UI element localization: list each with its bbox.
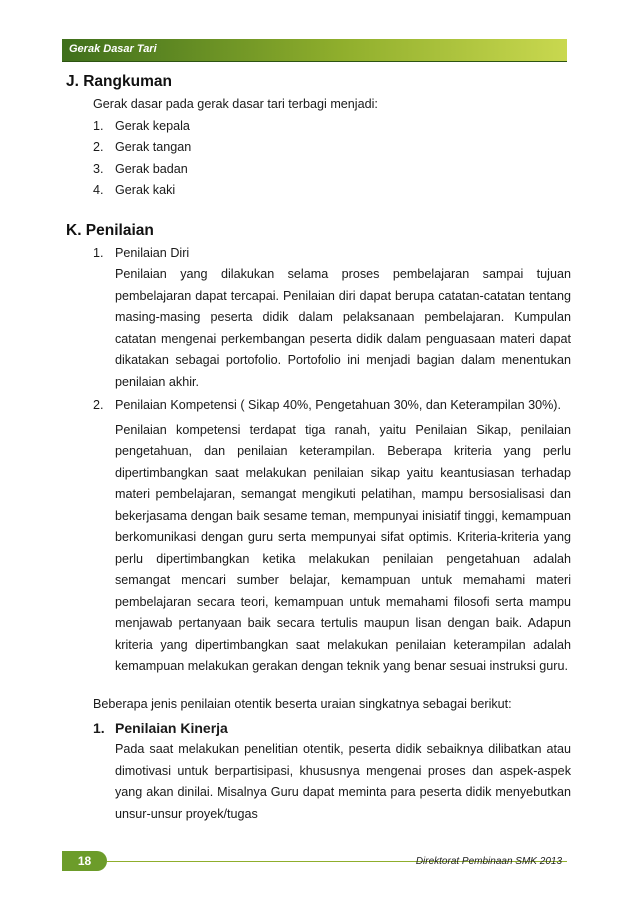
list-item: 1. Penilaian Diri	[93, 245, 190, 260]
penilaian-kompetensi-body: Penilaian kompetensi terdapat tiga ranah, yaitu Penilaian Sikap, penilaian pengetahuan, dan penilaian keterampilan. Beberapa kriteria yang perlu dipertimbangkan saat melakukan penilaian sikap yaitu keantusiasan terhadap materi pembelajaran, semangat mengikuti pelatihan, mampu bersosialisasi dan bekerjasama dengan baik sesame teman, mempunyai inisiatif tinggi, kemampuan berkomunikasi dengan guru serta mempunyai sifat optimis. Kriteria-kriteria yang perlu dipertimbangkan ketika melakukan penilaian pengetahuan adalah semangat mencari sumber belajar, kemampuan untuk memahami materi pembelajaran secara teori, kemampuan untuk memahami filosofi serta mampu menjawab pertanyaan baik secara tertulis maupun lisan dengan baik. Adapun kriteria yang dipertimbangkan saat melakukan penilaian keterampilan adalah kemampuan melakukan gerakan dengan teknik yang benar sesuai instruksi guru.	[115, 422, 571, 673]
footer-publisher: Direktorat Pembinaan SMK 2013	[415, 856, 562, 867]
section-j-intro: Gerak dasar pada gerak dasar tari terbagi menjadi:	[93, 97, 378, 111]
header-bar	[62, 39, 567, 62]
header-title: Gerak Dasar Tari	[69, 43, 157, 55]
list-item: 1. Gerak kepala	[93, 118, 190, 133]
list-item: 4. Gerak kaki	[93, 183, 176, 197]
list-item: 2. Penilaian Kompetensi ( Sikap 40%, Pengetahuan 30%, dan Keterampilan 30%).	[93, 398, 561, 412]
penilaian-diri-body: Penilaian yang dilakukan selama proses pembelajaran sampai tujuan pembelajaran dapat tercapai. Penilaian diri dapat berupa catatan-catatan tentang masing-masing peserta didik dalam pelaksanaan pembelajaran. Kumpulan catatan mengenai perkembangan peserta didik dalam penguasaan materi dapat dikatakan sebagai portofolio. Portofolio ini menjadi bagian dalam menentukan penilaian akhir.	[115, 267, 571, 389]
section-j-body	[93, 94, 571, 202]
otentik-intro: Beberapa jenis penilaian otentik beserta uraian singkatnya sebagai berikut:	[93, 696, 512, 711]
page-content	[66, 72, 571, 825]
penilaian-kinerja-body: Pada saat melakukan penelitian otentik, peserta didik sebaiknya dilibatkan atau dimotivasi untuk berpartisipasi, khususnya mengenai proses dan aspek-aspek yang akan dinilai. Misalnya Guru dapat meminta para peserta didik menyebutkan unsur-unsur proyek/tugas	[115, 742, 571, 821]
page-number: 18	[62, 851, 107, 871]
list-item: 3. Gerak badan	[93, 161, 188, 176]
section-k-title: K. Penilaian	[66, 221, 154, 239]
list-item: 2. Gerak tangan	[93, 140, 192, 154]
section-j-title: J. Rangkuman	[66, 73, 172, 90]
section-k-body	[93, 243, 571, 716]
subhead-penilaian-kinerja: 1. Penilaian Kinerja	[93, 720, 228, 736]
